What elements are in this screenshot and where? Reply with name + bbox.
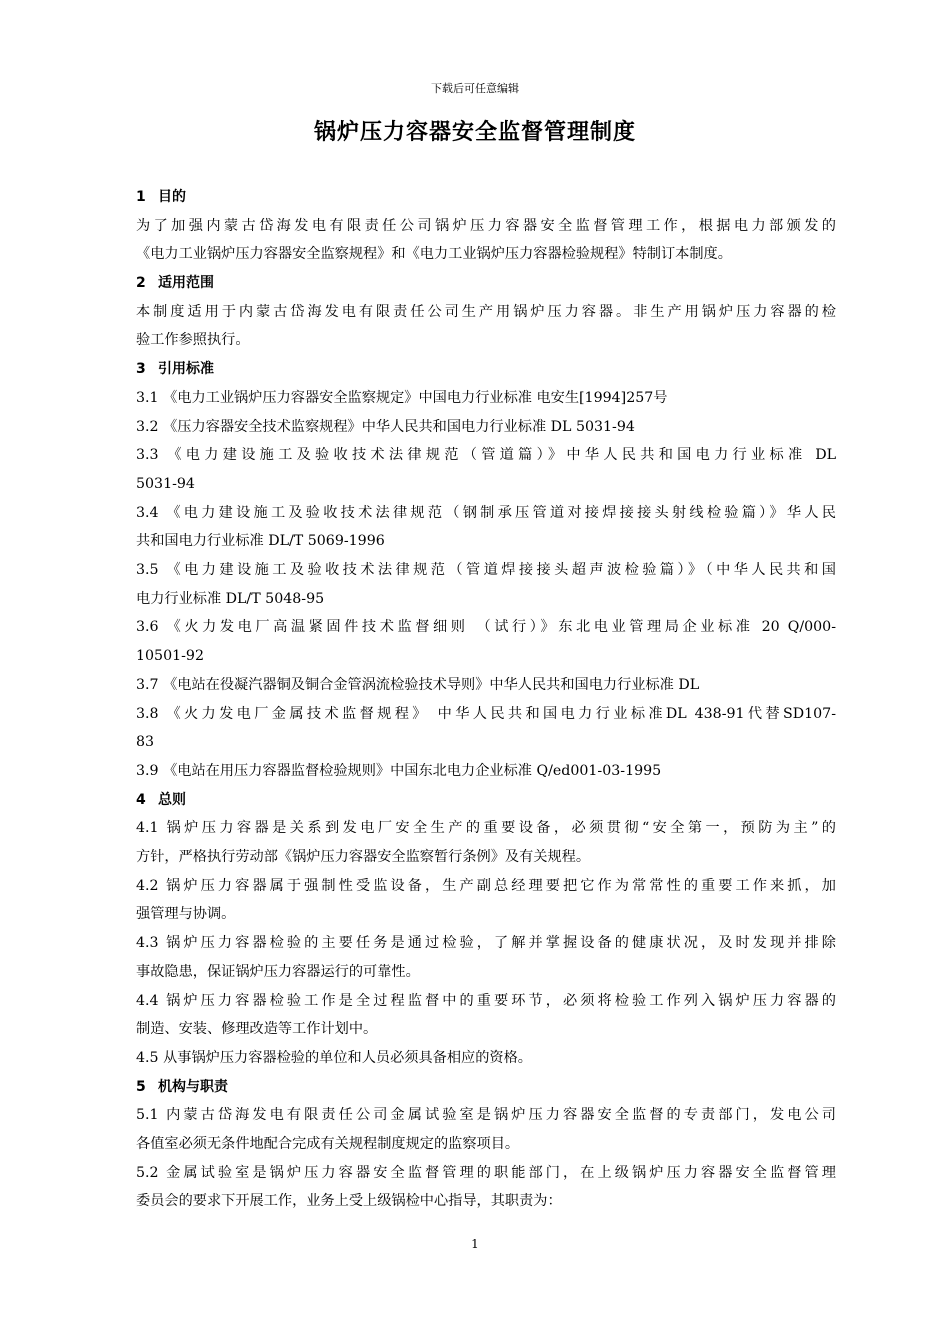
- paragraph-line: 4.3 锅炉压力容器检验的主要任务是通过检验，了解并掌握设备的健康状况，及时发现并排除: [136, 935, 836, 952]
- paragraph-line: 《电力工业锅炉压力容器安全监察规程》和《电力工业锅炉压力容器检验规程》特制订本制度。: [136, 246, 732, 263]
- paragraph-line: 4.5 从事锅炉压力容器检验的单位和人员必须具备相应的资格。: [136, 1049, 532, 1066]
- section-number: 3: [136, 361, 146, 378]
- section-title: 适用范围: [158, 275, 214, 292]
- section-number: 2: [136, 275, 146, 292]
- section-number: 1: [136, 189, 146, 205]
- section-heading: [136, 786, 836, 815]
- section-title: 总则: [158, 791, 186, 808]
- paragraph-line: 制造、安装、修理改造等工作计划中。: [136, 1021, 378, 1038]
- section-heading: [136, 1073, 836, 1102]
- paragraph-line: 3.5 《电力建设施工及验收技术法律规范（管道焊接接头超声波检验篇）》（中华人民共和国: [136, 562, 836, 579]
- section-number: 5: [136, 1078, 146, 1095]
- paragraph-line: 为了加强内蒙古岱海发电有限责任公司锅炉压力容器安全监督管理工作，根据电力部颁发的: [136, 217, 836, 234]
- section-heading: [136, 355, 836, 384]
- paragraph-line: 3.4 《电力建设施工及验收技术法律规范（钢制承压管道对接焊接接头射线检验篇）》华人民: [136, 504, 836, 521]
- paragraph-line: 方针，严格执行劳动部《锅炉压力容器安全监察暂行条例》及有关规程。: [136, 849, 591, 866]
- document-title: 锅炉压力容器安全监督管理制度: [313, 120, 636, 145]
- paragraph-line: 委员会的要求下开展工作，业务上受上级锅检中心指导，其职责为：: [136, 1193, 562, 1210]
- paragraph-line: 本制度适用于内蒙古岱海发电有限责任公司生产用锅炉压力容器。非生产用锅炉压力容器的检: [136, 303, 836, 320]
- paragraph-line: 10501-92: [136, 648, 204, 665]
- section-number: 4: [136, 791, 146, 808]
- paragraph-line: 电力行业标准 DL/T 5048-95: [136, 590, 325, 607]
- paragraph-line: 事故隐患，保证锅炉压力容器运行的可靠性。: [136, 963, 420, 980]
- paragraph-line: 4.2 锅炉压力容器属于强制性受监设备，生产副总经理要把它作为常常性的重要工作来抓，加: [136, 877, 836, 894]
- section-title: 引用标准: [158, 361, 214, 378]
- paragraph-line: 3.3 《电力建设施工及验收技术法律规范（管道篇）》中华人民共和国电力行业标准 DL: [136, 447, 836, 464]
- section-title: 目的: [158, 189, 186, 205]
- paragraph-line: 83: [136, 734, 155, 751]
- paragraph-line: 3.7 《电站在役凝汽器铜及铜合金管涡流检验技术导则》中华人民共和国电力行业标准 DL: [136, 676, 700, 693]
- paragraph-line: 3.9 《电站在用压力容器监督检验规则》中国东北电力企业标准 Q/ed001-03-1995: [136, 762, 662, 779]
- document-body: [136, 183, 836, 1216]
- paragraph-line: 共和国电力行业标准 DL/T 5069-1996: [136, 533, 385, 550]
- paragraph-line: 3.1 《电力工业锅炉压力容器安全监察规定》中国电力行业标准 电安生[1994]257号: [136, 389, 668, 406]
- header-note: 下载后可任意编辑: [431, 82, 519, 95]
- paragraph-line: 3.6 《火力发电厂高温紧固件技术监督细则 （试行）》东北电业管理局企业标准 20 Q/000-: [136, 619, 836, 636]
- paragraph-line: 4.1 锅炉压力容器是关系到发电厂安全生产的重要设备，必须贯彻“安全第一，预防为主”的: [136, 820, 836, 837]
- paragraph-line: 5031-94: [136, 475, 195, 492]
- page-number: 1: [471, 1237, 479, 1251]
- paragraph-line: 5.1 内蒙古岱海发电有限责任公司金属试验室是锅炉压力容器安全监督的专责部门，发电公司: [136, 1107, 836, 1124]
- section-heading: [136, 183, 836, 212]
- paragraph-line: 5.2 金属试验室是锅炉压力容器安全监督管理的职能部门，在上级锅炉压力容器安全监督管理: [136, 1164, 836, 1181]
- section-title: 机构与职责: [158, 1078, 228, 1095]
- paragraph-line: 3.2 《压力容器安全技术监察规程》中华人民共和国电力行业标准 DL 5031-94: [136, 418, 635, 435]
- section-heading: [136, 269, 836, 298]
- paragraph-line: 各值室必须无条件地配合完成有关规程制度规定的监察项目。: [136, 1136, 520, 1153]
- paragraph-line: 强管理与协调。: [136, 906, 236, 923]
- paragraph-line: 4.4 锅炉压力容器检验工作是全过程监督中的重要环节，必须将检验工作列入锅炉压力容器的: [136, 992, 836, 1009]
- paragraph-line: 验工作参照执行。: [136, 332, 250, 349]
- paragraph-line: 3.8 《火力发电厂金属技术监督规程》 中华人民共和国电力行业标准DL 438-91代替SD107-: [136, 705, 836, 722]
